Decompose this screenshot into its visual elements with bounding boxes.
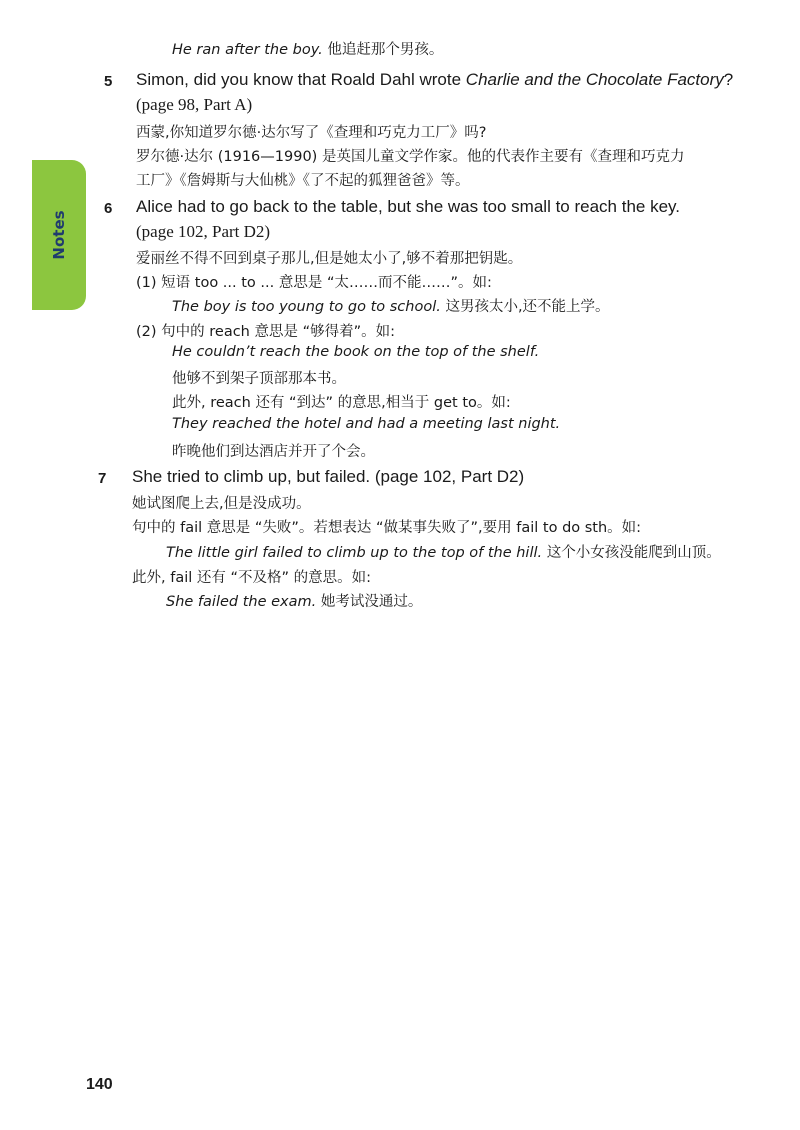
note-5-translation: 西蒙,你知道罗尔德·达尔写了《查理和巧克力工厂》吗? [136,125,487,141]
note-6-point-1-example [172,295,610,316]
note-5-title-end: ? [723,70,734,89]
note-7-title: She tried to climb up, but failed. (page 102, Part D2) [132,467,525,486]
notes-tab-label: Notes [50,210,68,260]
note-5-info-line-2: 工厂》《詹姆斯与大仙桃》《了不起的狐狸爸爸》等。 [136,173,470,189]
note-6-point-2-example-zh: 他够不到架子顶部那本书。 [172,371,346,387]
note-7-point-1-example [166,541,721,562]
top-example-en: He ran after the boy. [172,42,323,58]
note-7-point-2-example [166,590,422,611]
note-6-point-1: (1) 短语 too ... to ... 意思是 “太……而不能……”。如: [136,275,492,291]
note-6-point-1-example-zh: 这男孩太小,还不能上学。 [440,299,610,315]
note-7-number: 7 [98,470,107,487]
note-6-point-2-example-en: He couldn’t reach the book on the top of the shelf. [172,344,540,360]
note-5-info-line-1: 罗尔德·达尔 (1916—1990) 是英国儿童文学作家。他的代表作主要有《查理和巧克力 [136,149,685,165]
notes-side-tab [32,160,86,310]
note-5-number: 5 [104,73,113,90]
note-7-point-2-example-zh: 她考试没通过。 [316,594,423,610]
top-example [172,38,443,59]
note-7-point-2-example-en: She failed the exam. [166,594,317,610]
note-6-point-2-extra-example-zh: 昨晚他们到达酒店并开了个会。 [172,444,375,460]
page-number: 140 [86,1076,113,1093]
note-6-number: 6 [104,200,113,217]
note-7-point-1-example-zh: 这个小女孩没能爬到山顶。 [542,545,721,561]
note-5-title [136,70,733,90]
note-6-title: Alice had to go back to the table, but she was too small to reach the key. [136,197,680,216]
note-6-point-2-extra-example-en: They reached the hotel and had a meeting last night. [172,416,561,432]
note-7-point-1: 句中的 fail 意思是 “失败”。若想表达 “做某事失败了”,要用 fail to do sth。如: [132,520,642,536]
note-5-title-text: Simon, did you know that Roald Dahl wrote [136,70,466,89]
note-7-point-2: 此外, fail 还有 “不及格” 的意思。如: [132,570,372,586]
note-5-reference: (page 98, Part A) [136,95,253,114]
note-6-translation: 爱丽丝不得不回到桌子那儿,但是她太小了,够不着那把钥匙。 [136,251,523,267]
note-6-point-1-example-en: The boy is too young to go to school. [172,299,441,315]
note-6-point-2-extra: 此外, reach 还有 “到达” 的意思,相当于 get to。如: [172,395,511,411]
note-5-book-title: Charlie and the Chocolate Factory [465,70,724,89]
note-7-point-1-example-en: The little girl failed to climb up to the top of the hill. [166,545,543,561]
note-6-point-2: (2) 句中的 reach 意思是 “够得着”。如: [136,324,395,340]
note-7-translation: 她试图爬上去,但是没成功。 [132,496,311,512]
top-example-zh: 他追赶那个男孩。 [322,42,444,58]
note-6-reference: (page 102, Part D2) [136,222,271,241]
